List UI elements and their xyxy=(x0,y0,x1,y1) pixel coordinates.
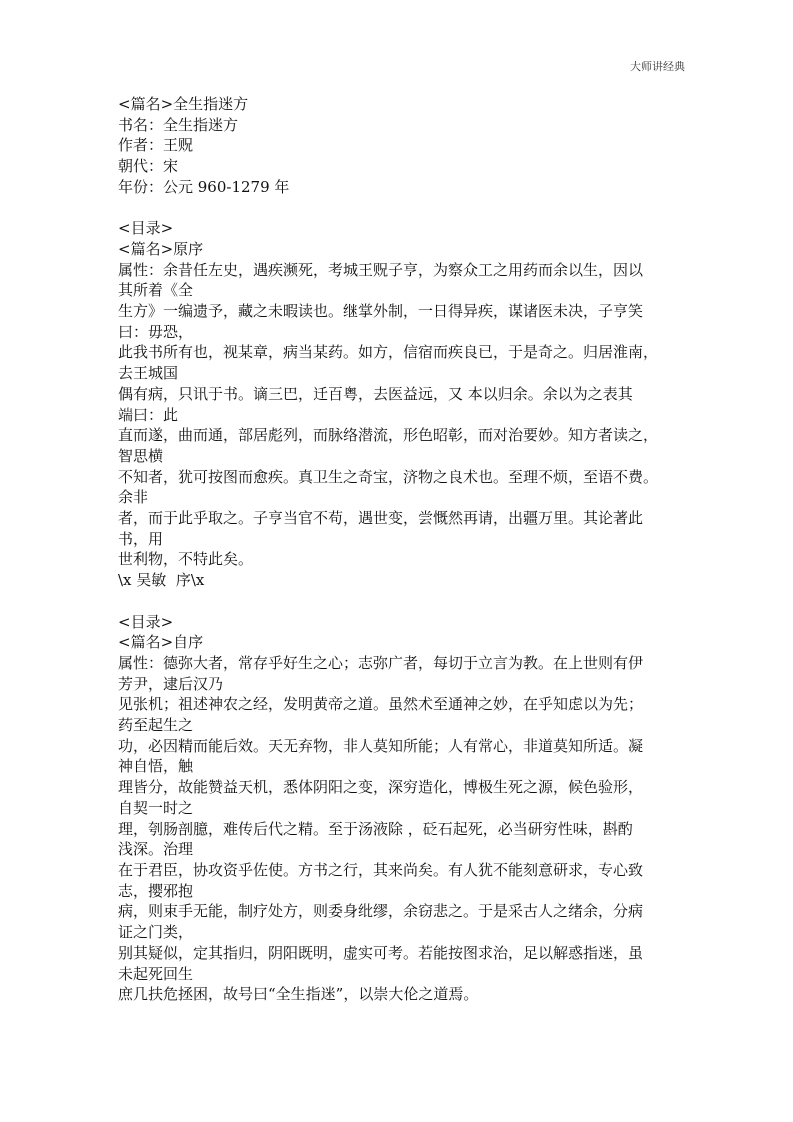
text-line: 见张机；祖述神农之经，发明黄帝之道。虽然术至通神之妙，在乎知虑以为先； xyxy=(118,695,644,714)
text-line: 药至起生之 xyxy=(118,716,194,735)
text-line: 偶有病，只讯于书。谪三巴，迁百粤，去医益远，又 本以归余。余以为之表其 xyxy=(118,384,633,403)
text-line: 浅深。治理 xyxy=(118,840,194,859)
text-line: 属性：余昔任左史，遇疾濒死，考城王贶子亨，为察众工之用药而余以生，因以 xyxy=(118,260,644,279)
text-line: 书，用 xyxy=(118,529,164,548)
text-line: 理皆分，故能赞益天机，悉体阴阳之变，深穷造化，博极生死之源，候色验形， xyxy=(118,778,644,797)
page-header: 大师讲经典 xyxy=(630,60,685,73)
text-line: 功，必因精而能后效。天无弃物，非人莫知所能；人有常心，非道莫知所适。凝 xyxy=(118,736,644,755)
text-line: 余非 xyxy=(118,488,149,507)
text-line: 曰：毋恐， xyxy=(118,322,194,341)
meta-block xyxy=(118,94,688,198)
document-body xyxy=(118,94,688,1005)
text-line: 直而遂，曲而通，部居彪列，而脉络潜流，形色昭彰，而对治要妙。知方者读之， xyxy=(118,426,659,445)
section-toc: <目录> xyxy=(118,219,174,238)
text-line: 志，撄邪抱 xyxy=(118,881,194,900)
text-line: 其所着《全 xyxy=(118,281,194,300)
text-line: 在于君臣，协攻资乎佐使。方书之行，其来尚矣。有人犹不能刻意研求，专心致 xyxy=(118,860,644,879)
text-line: 智思横 xyxy=(118,446,164,465)
text-line: 去王城国 xyxy=(118,364,179,383)
meta-author: 作者：王贶 xyxy=(118,136,194,155)
text-line: 芳尹，逮后汉乃 xyxy=(118,674,224,693)
meta-year: 年份：公元 960-1279 年 xyxy=(118,177,290,196)
text-line: 神自悟，触 xyxy=(118,757,194,776)
text-line: 庶几扶危拯困，故号曰“全生指迷”，以崇大伦之道焉。 xyxy=(118,985,479,1004)
section-toc: <目录> xyxy=(118,612,174,631)
section-self-preface xyxy=(118,612,688,1005)
spacer xyxy=(118,591,688,612)
spacer xyxy=(118,198,688,219)
meta-book: 书名：全生指迷方 xyxy=(118,115,239,134)
meta-dynasty: 朝代：宋 xyxy=(118,157,179,176)
signature-line: \x 吴敏 序\x xyxy=(118,571,205,590)
section-title: <篇名>原序 xyxy=(118,239,204,258)
text-line: 别其疑似，定其指归，阴阳既明，虚实可考。若能按图求治，足以解惑指迷，虽 xyxy=(118,943,644,962)
text-line: 未起死回生 xyxy=(118,964,194,983)
text-line: 理，刳肠剖臆，难传后代之精。至于汤液除 ，砭石起死，必当研穷性味，斟酌 xyxy=(118,819,633,838)
text-line: 属性：德弥大者，常存乎好生之心；志弥广者，每切于立言为教。在上世则有伊 xyxy=(118,653,644,672)
section-title: <篇名>自序 xyxy=(118,633,204,652)
text-line: 证之门类， xyxy=(118,923,194,942)
text-line: 此我书所有也，视某章，病当某药。如方，信宿而疾良已，于是奇之。归居淮南， xyxy=(118,343,659,362)
text-line: 病，则束手无能，制疗处方，则委身纰缪，余窃悲之。于是采古人之绪余，分病 xyxy=(118,902,644,921)
section-preface xyxy=(118,218,688,591)
text-line: 生方》一编遗予，藏之未暇读也。继掌外制，一日得异疾，谋诸医未决，子亨笑 xyxy=(118,302,644,321)
text-line: 者，而于此乎取之。子亨当官不苟，遇世变，尝慨然再请，出疆万里。其论著此 xyxy=(118,509,644,528)
text-line: 自契一时之 xyxy=(118,798,194,817)
meta-title: <篇名>全生指迷方 xyxy=(118,95,249,113)
text-line: 端曰：此 xyxy=(118,405,179,424)
text-line: 世利物，不特此矣。 xyxy=(118,550,254,569)
text-line: 不知者，犹可按图而愈疾。真卫生之奇宝，济物之良术也。至理不烦，至语不费。 xyxy=(118,467,659,486)
